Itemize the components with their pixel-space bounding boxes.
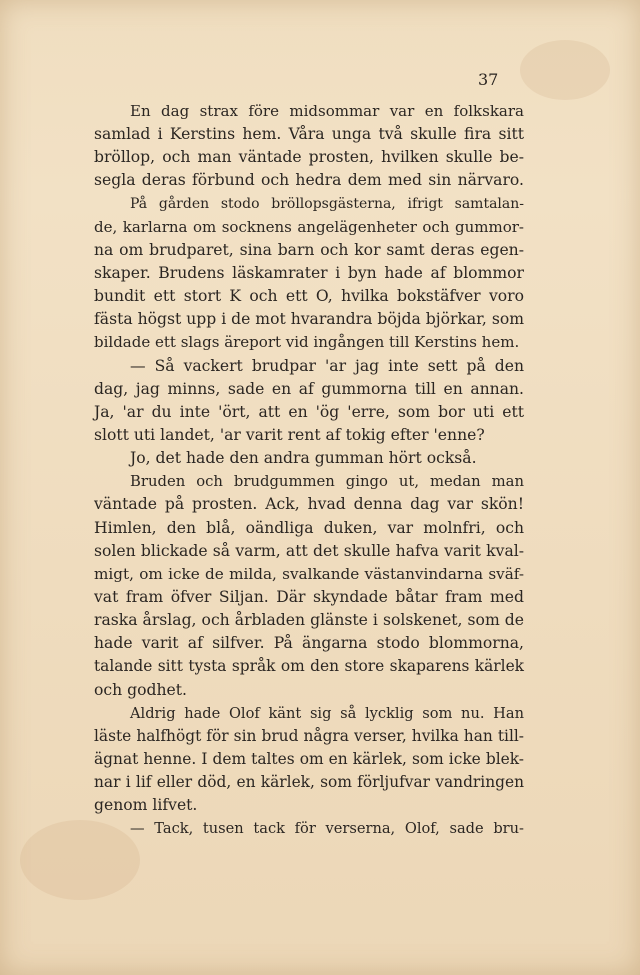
text-line: dag, jag minns, sade en af gummorna till en annan.: [94, 379, 524, 398]
text-line: vat fram öfver Siljan. Där skyndade båtar fram med: [94, 587, 524, 606]
text-line: talande sitt tysta språk om den store skaparens kärlek: [94, 657, 524, 676]
text-line: — Så vackert brudpar 'ar jag inte sett på den: [130, 356, 524, 375]
text-line: Jo, det hade den andra gumman hört också.: [130, 449, 477, 468]
text-line: På gården stodo bröllopsgästerna, ifrigt samtalan-: [130, 195, 524, 212]
text-line: läste halfhögt för sin brud några verser, hvilka han till-: [94, 726, 524, 745]
page-number: 37: [478, 70, 499, 89]
text-line: na om brudparet, sina barn och kor samt deras egen-: [94, 240, 524, 259]
text-line: bildade ett slags äreport vid ingången till Kerstins hem.: [94, 333, 520, 352]
text-line: Ja, 'ar du inte 'ört, att en 'ög 'erre, som bor uti ett: [94, 402, 524, 421]
text-line: solen blickade så varm, att det skulle hafva varit kval-: [94, 541, 524, 560]
text-line: fästa högst upp i de mot hvarandra böjda björkar, som: [94, 310, 525, 329]
text-line: väntade på prosten. Ack, hvad denna dag var skön!: [94, 495, 524, 514]
text-line: bröllop, och man väntade prosten, hvilken skulle be-: [94, 148, 524, 167]
text-line: genom lifvet.: [94, 796, 198, 815]
text-line: migt, om icke de milda, svalkande västanvindarna sväf-: [94, 564, 524, 583]
text-line: Himlen, den blå, oändliga duken, var molnfri, och: [94, 518, 524, 537]
text-line: och godhet.: [94, 680, 187, 699]
paper-stain: [520, 40, 610, 100]
text-line: de, karlarna om socknens angelägenheter och gummor-: [94, 217, 524, 236]
text-line: hade varit af silfver. På ängarna stodo blommorna,: [94, 634, 524, 653]
text-line: — Tack, tusen tack för verserna, Olof, sade bru-: [130, 820, 524, 838]
body-text: [94, 100, 524, 841]
text-line: Bruden och brudgummen gingo ut, medan man: [130, 473, 524, 491]
text-line: skaper. Brudens läskamrater i byn hade af blommor: [94, 263, 524, 282]
text-line: nar i lif eller död, en kärlek, som förljufvar vandringen: [94, 773, 524, 792]
text-line: En dag strax före midsommar var en folkskara: [130, 102, 524, 120]
text-line: Aldrig hade Olof känt sig så lycklig som nu. Han: [130, 704, 524, 722]
text-line: bundit ett stort K och ett O, hvilka bokstäfver voro: [94, 287, 524, 306]
text-line: segla deras förbund och hedra dem med sin närvaro.: [94, 171, 524, 190]
text-line: raska årslag, och årbladen glänste i solskenet, som de: [94, 611, 524, 630]
text-line: samlad i Kerstins hem. Våra unga två skulle fira sitt: [94, 125, 524, 144]
text-line: ägnat henne. I dem taltes om en kärlek, som icke blek-: [94, 749, 524, 768]
text-line: slott uti landet, 'ar varit rent af tokig efter 'enne?: [94, 425, 485, 444]
